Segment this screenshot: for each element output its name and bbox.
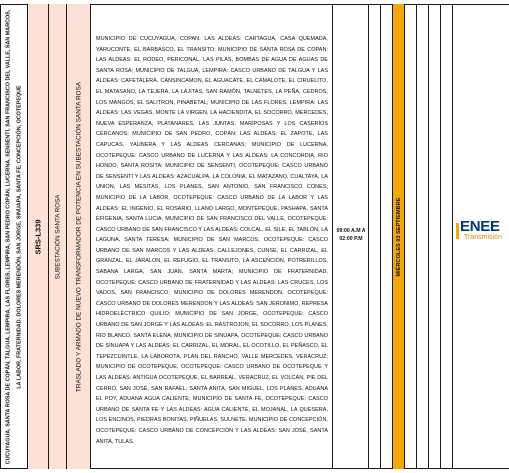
outage-hours: 09:00 A.M A 02:00 P.M — [336, 228, 366, 242]
work-description: TRASLADO Y ARMADO DE NUEVO TRANSFORMADOR DE POTENCIA EN SUBESTACIÓN SANTA ROSA — [75, 81, 82, 392]
municipalities-cell — [1, 4, 27, 469]
logo-word: ENEE — [460, 218, 500, 235]
enee-logo — [456, 218, 509, 246]
circuit-cell — [28, 4, 48, 469]
substation-name: SUBESTACIÓN SANTA ROSA — [54, 194, 61, 279]
circuit-code: SRS-L339 — [33, 218, 43, 255]
affected-areas-text: MUNICIPIO DE CUCUYAGUA, COPAN: LAS ALDEAS: CARTAGUA, CASA QUEMADA, YARUCONTE, EL BARBASCO, EL TRANSITO; MUNICIPIO DE SANTA ROSA DE COPAN: LAS ALDEAS: EL RODEO, PERICONAL, LAS PILAS, BOMBAS DE AGUA DE AGUAS DE SANTA ROSA; MUNICIPIO DE TALGUA, LEMPIRA: CASCO URBANO DE TALGUA Y LAS ALDEAS: CAFETALERA, CANSINCAMON, EL AGUACATE, EL CAMALOTE, EL CIRUELITO, EL MATASANO, LA TEJERA, LA LAJITAS, SAN RAMÓN, TALNETES, LA PEÑA, CEDROS, LOS MANGOS, EL SALITRON, PINABETAL; MUNICIPIO DE LAS FLORES, LEMPIRA: LAS ALDEAS: LAS VEGAS, MONTE LA VIRGEN, LA HACIENDITA, EL SOCORRO, MERCEDES, NUEVA ESPERANZA, PLATANARES, LAS JUNTAS, MARIPOSAS Y LOS CASERÍOS CERCANOS; MUNICIPIO DE SAN PEDRO, COPÁN: LAS ALDEAS: EL ZAPOTE, LAS CAPUCAS, YAUNERA Y LAS ALDEAS CERCANAS; MUNICIPIO DE LUCERNA, OCOTEPEQUE: CASCO URBANO DE LUCERNA Y LAS ALDEAS: LA CONCORDIA, RIO HONDO, SANTA ROSITA; MUNICIPIO DE SENSENTI, OCOTEPEQUE: CASCO URBANO DE SENSENTI Y LAS ALDEAS: AZACUALPA, LA COLONIA, EL MATAZANO, CUALTAYA, LA UNION, LAS MESITAS, LOS PLANES, SAN ANTONIO, SAN FRANCISCO CONES; MUNICIPIO DE LA LABOR, OCOTEPEQUE: CASCO URBANO DE LA LABOR Y LAS ALDEAS: EL INGENIO, EL ROSARIO, LLANO LARGO, MONTEPEQUE, PASHAPA, SANTA EFIGENIA, SANTA LUCIA; MUNICIPIO DE SAN FRANCISCO DEL VALLE, OCOTEPEQUE: CASCO URBANO DE SAN FRANCISCO Y LAS ALDEAS: COLCAL, EL SILE, EL TABLÓN, LA LAGUNA, SANTA TERESA; MUNICIPIO DE SAN MARCOS, OCOTEPEQUE: CASCO URBANO DE SAN MARCOS Y LAS ALDEAS: CALLEJONES, CUNSE, EL CARRIZAL, EL GRANZAL, EL JARALON, EL REFUGIO, EL TRANSITO, LA ASCENCIÓN, POTRERILLOS, SABANA LARGA, SAN JUAN, SANTA MARTA; MUNICIPIO DE FRATERNIDAD, OCOTEPEQUE: CASCO URBANO DE FRATERNIDAD Y LAS ALDEAS: LAS CRUCES, LOS VADOS, SAN FRANCISCO; MUNICIPIO DE DOLORES MERENDON, OCOTEPEQUE: CASCO URBANO DE DOLORES MERENDON Y LAS ALDEAS: SAN JERONIMO, REPRESA HIDROELÉCTRICO QUILIO; MUNICIPIO DE SAN JORGE, OCOTEPEQUE: CASCO URBANO DE SAN JORGE Y LAS ALDEAS: EL RASTROJON, EL SOCORRO, LOS PLANES, RIO BLANCO, SANTA ELENA; MUNICIPIO DE SINUAPA, OCOTEPEQUE: CASCO URBANO DE SINUAPA Y LAS ALDEAS: EL CARRIZAL, EL MORAL, EL OCOTILLO, EL PEÑASCO, EL TEPEZCUINTLE, LA LABOROTA, PLAN DEL RANCHO, VALLE MERCEDES, VERACRUZ; MUNICIPIO DE OCOTEPEQUE, OCOTEPEQUE: CASCO URBANO DE OCOTEPEQUE Y LAS ALDEAS: ANTIGUA OCOTEPEQUE, EL BARREAL, VERACRUZ, EL VOLCÁN, PIE DEL CERRO, SAN JOSÉ, SAN RAFAEL, SANTA ANITA, SAN MIGUEL, LOS PLANES, ADUANA EL POY, ADUANA AGUA CALIENTE; MUNICIPIO DE SANTA FE, OCOTEPEQUE: CASCO URBANO DE SANTA FE Y LAS ALDEAS: AGUA CALIENTE, EL MOJANAL, LA QUESERA, LOS ENCINOS, PIEDRAS BONITAS, PIÑUELAS, SULNETE. MUNICIPIO DE CONCEPCIÓN, OCOTEPEQUE: CASCO URBANO DE CONCEPCIÓN Y LAS ALDEAS: SAN JOSÉ, SANTA ANITA, TULAS. — [96, 36, 328, 445]
logo-subtitle: Transmisión — [464, 234, 502, 241]
date-cell — [393, 4, 404, 469]
logo-mark-icon — [456, 223, 459, 239]
outage-date: MIÉRCOLES 03 SEPTIEMBRE — [395, 197, 402, 276]
work-cell — [67, 4, 90, 469]
municipalities-text: CUCUYAGUA, SANTA ROSA DE COPÁN, TALGUA, LEMPIRA, LAS FLORES, LEMPIRA, SAN PEDRO COPÁN, LUCERNA, SENSENTI, SAN FRANCISCO DEL VALLE, SAN MARCOS, LA LABOR, FRATERNIDAD, DOLORES MERENDÓN, SAN JORGE, SINUAPA, SANTA FE, CONCEPCIÓN, OCOTEPEQUE — [5, 9, 22, 464]
substation-cell — [49, 4, 66, 469]
